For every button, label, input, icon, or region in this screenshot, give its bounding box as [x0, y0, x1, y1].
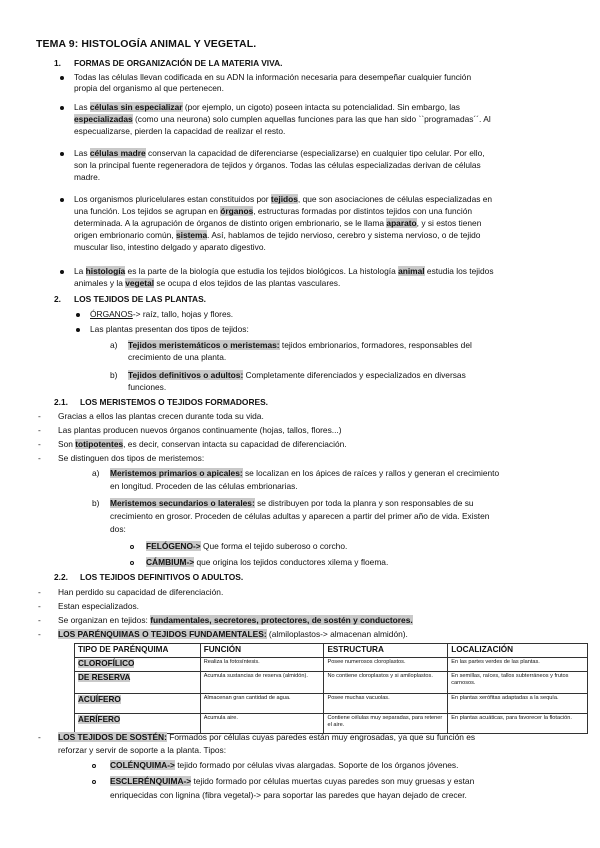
s1-b3-line3: madre. — [74, 172, 101, 182]
highlight-term: LOS PARÉNQUIMAS O TEJIDOS FUNDAMENTALES: — [58, 629, 267, 639]
section-2-2-heading: LOS TEJIDOS DEFINITIVOS O ADULTOS. — [80, 572, 244, 582]
circle-bullet — [92, 764, 96, 768]
section-2-1-heading: LOS MERISTEMOS O TEJIDOS FORMADORES. — [80, 397, 268, 407]
s1-b1-line2: propia del organismo al que pertenecen. — [74, 83, 224, 93]
table-cell: Acumula aire. — [200, 714, 324, 734]
section-2-number: 2. — [54, 294, 61, 304]
circle-bullet — [130, 561, 134, 565]
table-header-row — [75, 644, 588, 658]
highlight-term: células sin especializar — [89, 102, 183, 112]
s1-b4-line4: origen embrionario común, sistema. Así, hablamos de tejido nervioso, cerebro y sistema nervioso, o de tejido — [74, 230, 481, 240]
highlight-term: LOS TEJIDOS DE SOSTÉN: — [58, 732, 167, 742]
table-cell: Posee numerosos cloroplastos. — [324, 658, 448, 672]
s1-b4-line3: determinada. A la agrupación de órganos de distinto origen embrionario, se le llama aparato, y si estos tienen — [74, 218, 482, 228]
dash-marker: - — [38, 439, 41, 449]
document-title: TEMA 9: HISTOLOGÍA ANIMAL Y VEGETAL. — [36, 38, 257, 50]
highlight-term: Tejidos definitivos o adultos: — [128, 370, 244, 380]
s22-d1: Han perdido su capacidad de diferenciación. — [58, 587, 224, 597]
table-cell: ACUÍFERO — [75, 694, 201, 714]
s2-b-line2: funciones. — [128, 382, 167, 392]
s1-b3-line1: Las células madre conservan la capacidad de diferenciarse (especializarse) en cualquier tipo celular. Por ello, — [74, 148, 485, 158]
s21-d3: Son totipotentes, es decir, conservan intacta su capacidad de diferenciación. — [58, 439, 347, 449]
table-cell: Posee muchas vacuolas. — [324, 694, 448, 714]
table-row — [75, 672, 588, 694]
bullet-dot — [76, 328, 80, 332]
parenchyma-table — [74, 643, 588, 734]
highlight-term: órganos — [220, 206, 254, 216]
bullet-dot — [60, 152, 64, 156]
s2-a-line1: Tejidos meristemáticos o meristemas: tejidos embrionarios, formadores, responsables del — [128, 340, 472, 350]
s1-b2-line2: especializadas (como una neurona) solo cumplen aquellas funciones para las que han sido ``programadas´´. Al — [74, 114, 491, 124]
s21-d2: Las plantas producen nuevos órganos continuamente (hojas, tallos, flores...) — [58, 425, 342, 435]
highlight-term: células madre — [89, 148, 146, 158]
section-2-1-number: 2.1. — [54, 397, 68, 407]
highlight-term: fundamentales, secretores, protectores, de sostén y conductores. — [150, 615, 413, 625]
s22-d5-line2: reforzar y servir de soporte a la planta. Tipos: — [58, 745, 227, 755]
bullet-dot — [60, 76, 64, 80]
highlight-term: animal — [398, 266, 425, 276]
table-cell: Almacenan gran cantidad de agua. — [200, 694, 324, 714]
s21-b-line1: Meristemos secundarios o laterales: se distribuyen por toda la planra y son responsables de su — [110, 498, 474, 508]
s21-o1: FELÓGENO-> Que forma el tejido suberoso o corcho. — [146, 541, 348, 551]
bullet-dot — [60, 270, 64, 274]
table-header: LOCALIZACIÓN — [448, 644, 588, 658]
s21-b-line3: dos: — [110, 524, 126, 534]
s2-a-line2: crecimiento de una planta. — [128, 352, 227, 362]
dash-marker: - — [38, 615, 41, 625]
s1-b1-line1: Todas las células llevan codificada en su ADN la información necesaria para desempeñar cualquier función — [74, 72, 472, 82]
highlight-term: especializadas — [74, 114, 133, 124]
s1-b4-line2: una función. Los tejidos se agrupan en órganos, estructuras formadas por distintos tejidos con una función — [74, 206, 473, 216]
highlight-term: sistema — [175, 230, 208, 240]
dash-marker: - — [38, 453, 41, 463]
s21-d1: Gracias a ellos las plantas crecen durante toda su vida. — [58, 411, 264, 421]
table-row — [75, 714, 588, 734]
table-cell: En las partes verdes de las plantas. — [448, 658, 588, 672]
s21-a-line1: Meristemos primarios o apicales: se localizan en los ápices de raíces y rallos y generan el crecimiento — [110, 468, 500, 478]
bullet-dot — [60, 198, 64, 202]
section-1-number: 1. — [54, 58, 61, 68]
dash-marker: - — [38, 601, 41, 611]
highlight-term: totipotentes — [75, 439, 124, 449]
s22-d5-line1: LOS TEJIDOS DE SOSTÉN: Formados por células cuyas paredes están muy engrosadas, ya que su función es — [58, 732, 476, 742]
highlight-term: aparato — [386, 218, 417, 228]
table-cell: Contiene células muy separadas, para retener el aire. — [324, 714, 448, 734]
highlight-term: COLÉNQUIMA-> — [110, 760, 175, 770]
s1-b5-line2: animales y la vegetal se ocupa d elos tejidos de las plantas vasculares. — [74, 278, 341, 288]
s22-d3: Se organizan en tejidos: fundamentales, secretores, protectores, de sostén y conductores. — [58, 615, 413, 625]
s22-o1: COLÉNQUIMA-> tejido formado por células vivas alargadas. Soporte de los órganos jóvenes. — [110, 760, 459, 770]
table-row — [75, 658, 588, 672]
section-1-heading: FORMAS DE ORGANIZACIÓN DE LA MATERIA VIVA. — [74, 58, 283, 68]
table-cell: En semillas, raíces, tallos subterráneos y frutos carnosos. — [448, 672, 588, 694]
table-cell: AERÍFERO — [75, 714, 201, 734]
dash-marker: - — [38, 425, 41, 435]
circle-bullet — [92, 780, 96, 784]
highlight-term: Meristemos primarios o apicales: — [110, 468, 243, 478]
table-cell: Realiza la fotosíntesis. — [200, 658, 324, 672]
table-row — [75, 694, 588, 714]
s1-b2-line3: especualizarse, pierden la capacidad de realizar el resto. — [74, 126, 286, 136]
highlight-term: ESCLERÉNQUIMA-> — [110, 776, 192, 786]
highlight-term: histología — [85, 266, 126, 276]
s2-b-label: b) — [110, 370, 118, 380]
s2-b2: Las plantas presentan dos tipos de tejidos: — [90, 324, 249, 334]
s21-d4: Se distinguen dos tipos de meristemos: — [58, 453, 205, 463]
highlight-term: CÁMBIUM-> — [146, 557, 195, 567]
s22-d2: Estan especializados. — [58, 601, 140, 611]
bullet-dot — [76, 313, 80, 317]
highlight-term: vegetal — [125, 278, 155, 288]
s21-o2: CÁMBIUM-> que origina los tejidos conductores xilema y floema. — [146, 557, 389, 567]
table-cell: CLOROFÍLICO — [75, 658, 201, 672]
s1-b5-line1: La histología es la parte de la biología que estudia los tejidos biológicos. La histología animal estudia los tejidos — [74, 266, 494, 276]
highlight-term: Tejidos meristemáticos o meristemas: — [128, 340, 280, 350]
s1-b3-line2: son la principal fuente regeneradora de tejidos y órganos. Todas las células especializadas derivan de células — [74, 160, 481, 170]
table-cell: En plantas xerófitas adaptadas a la sequía. — [448, 694, 588, 714]
s21-b-line2: crecimiento en grosor. Proceden de células adultas y aparecen a partir del primer año de vida. Existen — [110, 511, 490, 521]
table-cell: En plantas acuáticas, para favorecer la flotación. — [448, 714, 588, 734]
s22-o2-line1: ESCLERÉNQUIMA-> tejido formado por células muertas cuyas paredes son muy gruesas y estan — [110, 776, 475, 786]
dash-marker: - — [38, 732, 41, 742]
s1-b4-line1: Los organismos pluricelulares estan constituidos por tejidos, que son asociaciones de células especializadas en — [74, 194, 493, 204]
section-2-heading: LOS TEJIDOS DE LAS PLANTAS. — [74, 294, 206, 304]
table-cell: No contiene cloroplastos y si amiloplastos. — [324, 672, 448, 694]
s22-d4: LOS PARÉNQUIMAS O TEJIDOS FUNDAMENTALES: (almiloplastos-> almacenan almidón). — [58, 629, 408, 639]
s21-b-label: b) — [92, 498, 100, 508]
table-cell: Acumula sustancias de reserva (almidón). — [200, 672, 324, 694]
s1-b2-line1: Las células sin especializar (por ejemplo, un cigoto) poseen intacta su potencialidad. Sin embargo, las — [74, 102, 460, 112]
s22-o2-line2: enriquecidas con lignina (fibra vegetal)-> para soportar las paredes que hayan dejado de crecer. — [110, 790, 467, 800]
highlight-term: FELÓGENO-> — [146, 541, 201, 551]
s2-a-label: a) — [110, 340, 118, 350]
s2-b1: ÓRGANOS-> raíz, tallo, hojas y flores. — [90, 309, 234, 319]
table-header: ESTRUCTURA — [324, 644, 448, 658]
section-2-2-number: 2.2. — [54, 572, 68, 582]
table-cell: DE RESERVA — [75, 672, 201, 694]
s21-a-label: a) — [92, 468, 100, 478]
s2-b-line1: Tejidos definitivos o adultos: Completamente diferenciados y especializados en diversas — [128, 370, 466, 380]
s1-b4-line5: muscular liso, intestino delgado y aparato digestivo. — [74, 242, 266, 252]
highlight-term: tejidos — [270, 194, 298, 204]
bullet-dot — [60, 106, 64, 110]
dash-marker: - — [38, 629, 41, 639]
circle-bullet — [130, 545, 134, 549]
dash-marker: - — [38, 587, 41, 597]
highlight-term: Meristemos secundarios o laterales: — [110, 498, 255, 508]
table-header: TIPO DE PARÉNQUIMA — [75, 644, 201, 658]
table-header: FUNCIÓN — [200, 644, 324, 658]
dash-marker: - — [38, 411, 41, 421]
s21-a-line2: en longitud. Proceden de las células embrionarias. — [110, 481, 298, 491]
